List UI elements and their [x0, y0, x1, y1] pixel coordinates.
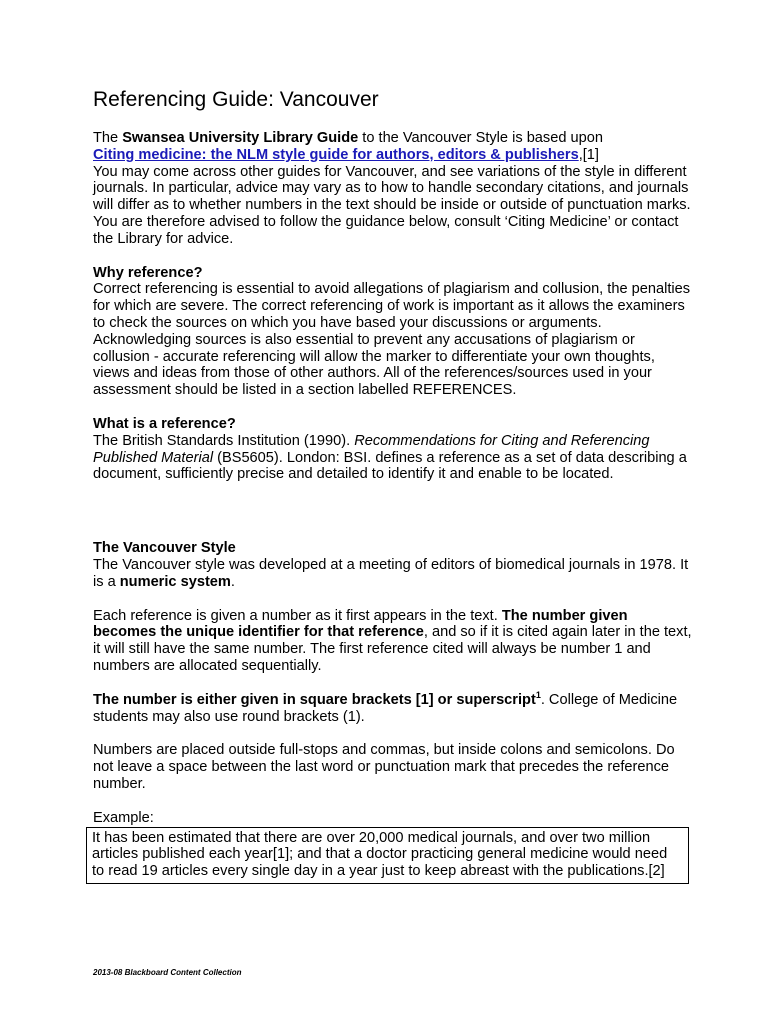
bracket-rule-post: . College of Medicine students may also use round brackets (1). [93, 691, 678, 725]
example-label: Example: [93, 809, 154, 826]
document-page [93, 86, 693, 884]
numbering-paragraph [93, 608, 693, 675]
numbering-pre: Each reference is given a number as it first appears in the text. [93, 607, 502, 624]
vancouver-body-post: . [230, 573, 235, 590]
unique-identifier-text: The number given becomes the unique identifier for that reference [93, 607, 628, 641]
page-title: Referencing Guide: Vancouver [93, 88, 379, 111]
superscript-example: 1 [535, 689, 541, 700]
intro-text-rest: You may come across other guides for Vancouver, and see variations of the style in different journals. In particular, advice may vary as to how to handle secondary citations, and journals will differ as to whether numbers in the text should be inside or outside of punctuation marks. You are therefore advised to follow the guidance below, consult ‘Citing Medicine’ or contact the Library for advice. [93, 163, 691, 247]
vancouver-section [93, 540, 693, 590]
example-box: It has been estimated that there are over 20,000 medical journals, and over two million articles published each year[1]; and that a doctor practicing general medicine would need to read 19 articles every single day in a year just to keep abreast with the publications.[2] [86, 827, 689, 884]
numbering-post: , and so if it is cited again later in the text, it will still have the same number. The first reference cited will always be number 1 and numbers are allocated sequentially. [93, 624, 692, 674]
why-body: Correct referencing is essential to avoid allegations of plagiarism and collusion, the penalties for which are severe. The correct referencing of work is important as it allows the examiners to check the sources on which you have based your discussions or arguments. Acknowledging sources is also essential to prevent any accusations of plagiarism or collusion - accurate referencing will allow the marker to differentiate your own thoughts, views and ideas from those of other authors. All of the references/sources used in your assessment should be listed in a section labelled REFERENCES. [93, 281, 691, 399]
what-section [93, 416, 693, 483]
why-section [93, 265, 693, 399]
bracket-rule-text: The number is either given in square brackets [1] or superscript [93, 691, 536, 708]
footer-note: 2013-08 Blackboard Content Collection [93, 968, 242, 977]
what-body-pre: The British Standards Institution (1990). [93, 432, 355, 449]
library-guide-name: Swansea University Library Guide [122, 130, 359, 146]
vancouver-body-pre: The Vancouver style was developed at a meeting of editors of biomedical journals in 1978. It is a [93, 556, 689, 590]
citation-marker: ,[1] [578, 146, 599, 163]
vancouver-heading: The Vancouver Style [93, 540, 236, 557]
bracket-paragraph [93, 689, 693, 726]
citing-medicine-link[interactable]: Citing medicine: the NLM style guide for authors, editors & publishers [93, 146, 579, 163]
placement-paragraph: Numbers are placed outside full-stops and commas, but inside colons and semicolons. Do not leave a space between the last word or punctuation mark that precedes the reference number. [93, 742, 675, 792]
intro-paragraph [93, 130, 693, 248]
why-heading: Why reference? [93, 264, 203, 281]
intro-text-cont: to the Vancouver Style is based upon [358, 130, 603, 146]
what-body-post: (BS5605). London: BSI. defines a reference as a set of data describing a document, sufficiently precise and detailed to identify it and enable to be located. [93, 449, 687, 483]
numeric-system-term: numeric system [119, 573, 231, 590]
intro-text: The [93, 130, 123, 146]
what-heading: What is a reference? [93, 415, 236, 432]
bsi-publication-title: Recommendations for Citing and Referencing Published Material [93, 432, 650, 466]
